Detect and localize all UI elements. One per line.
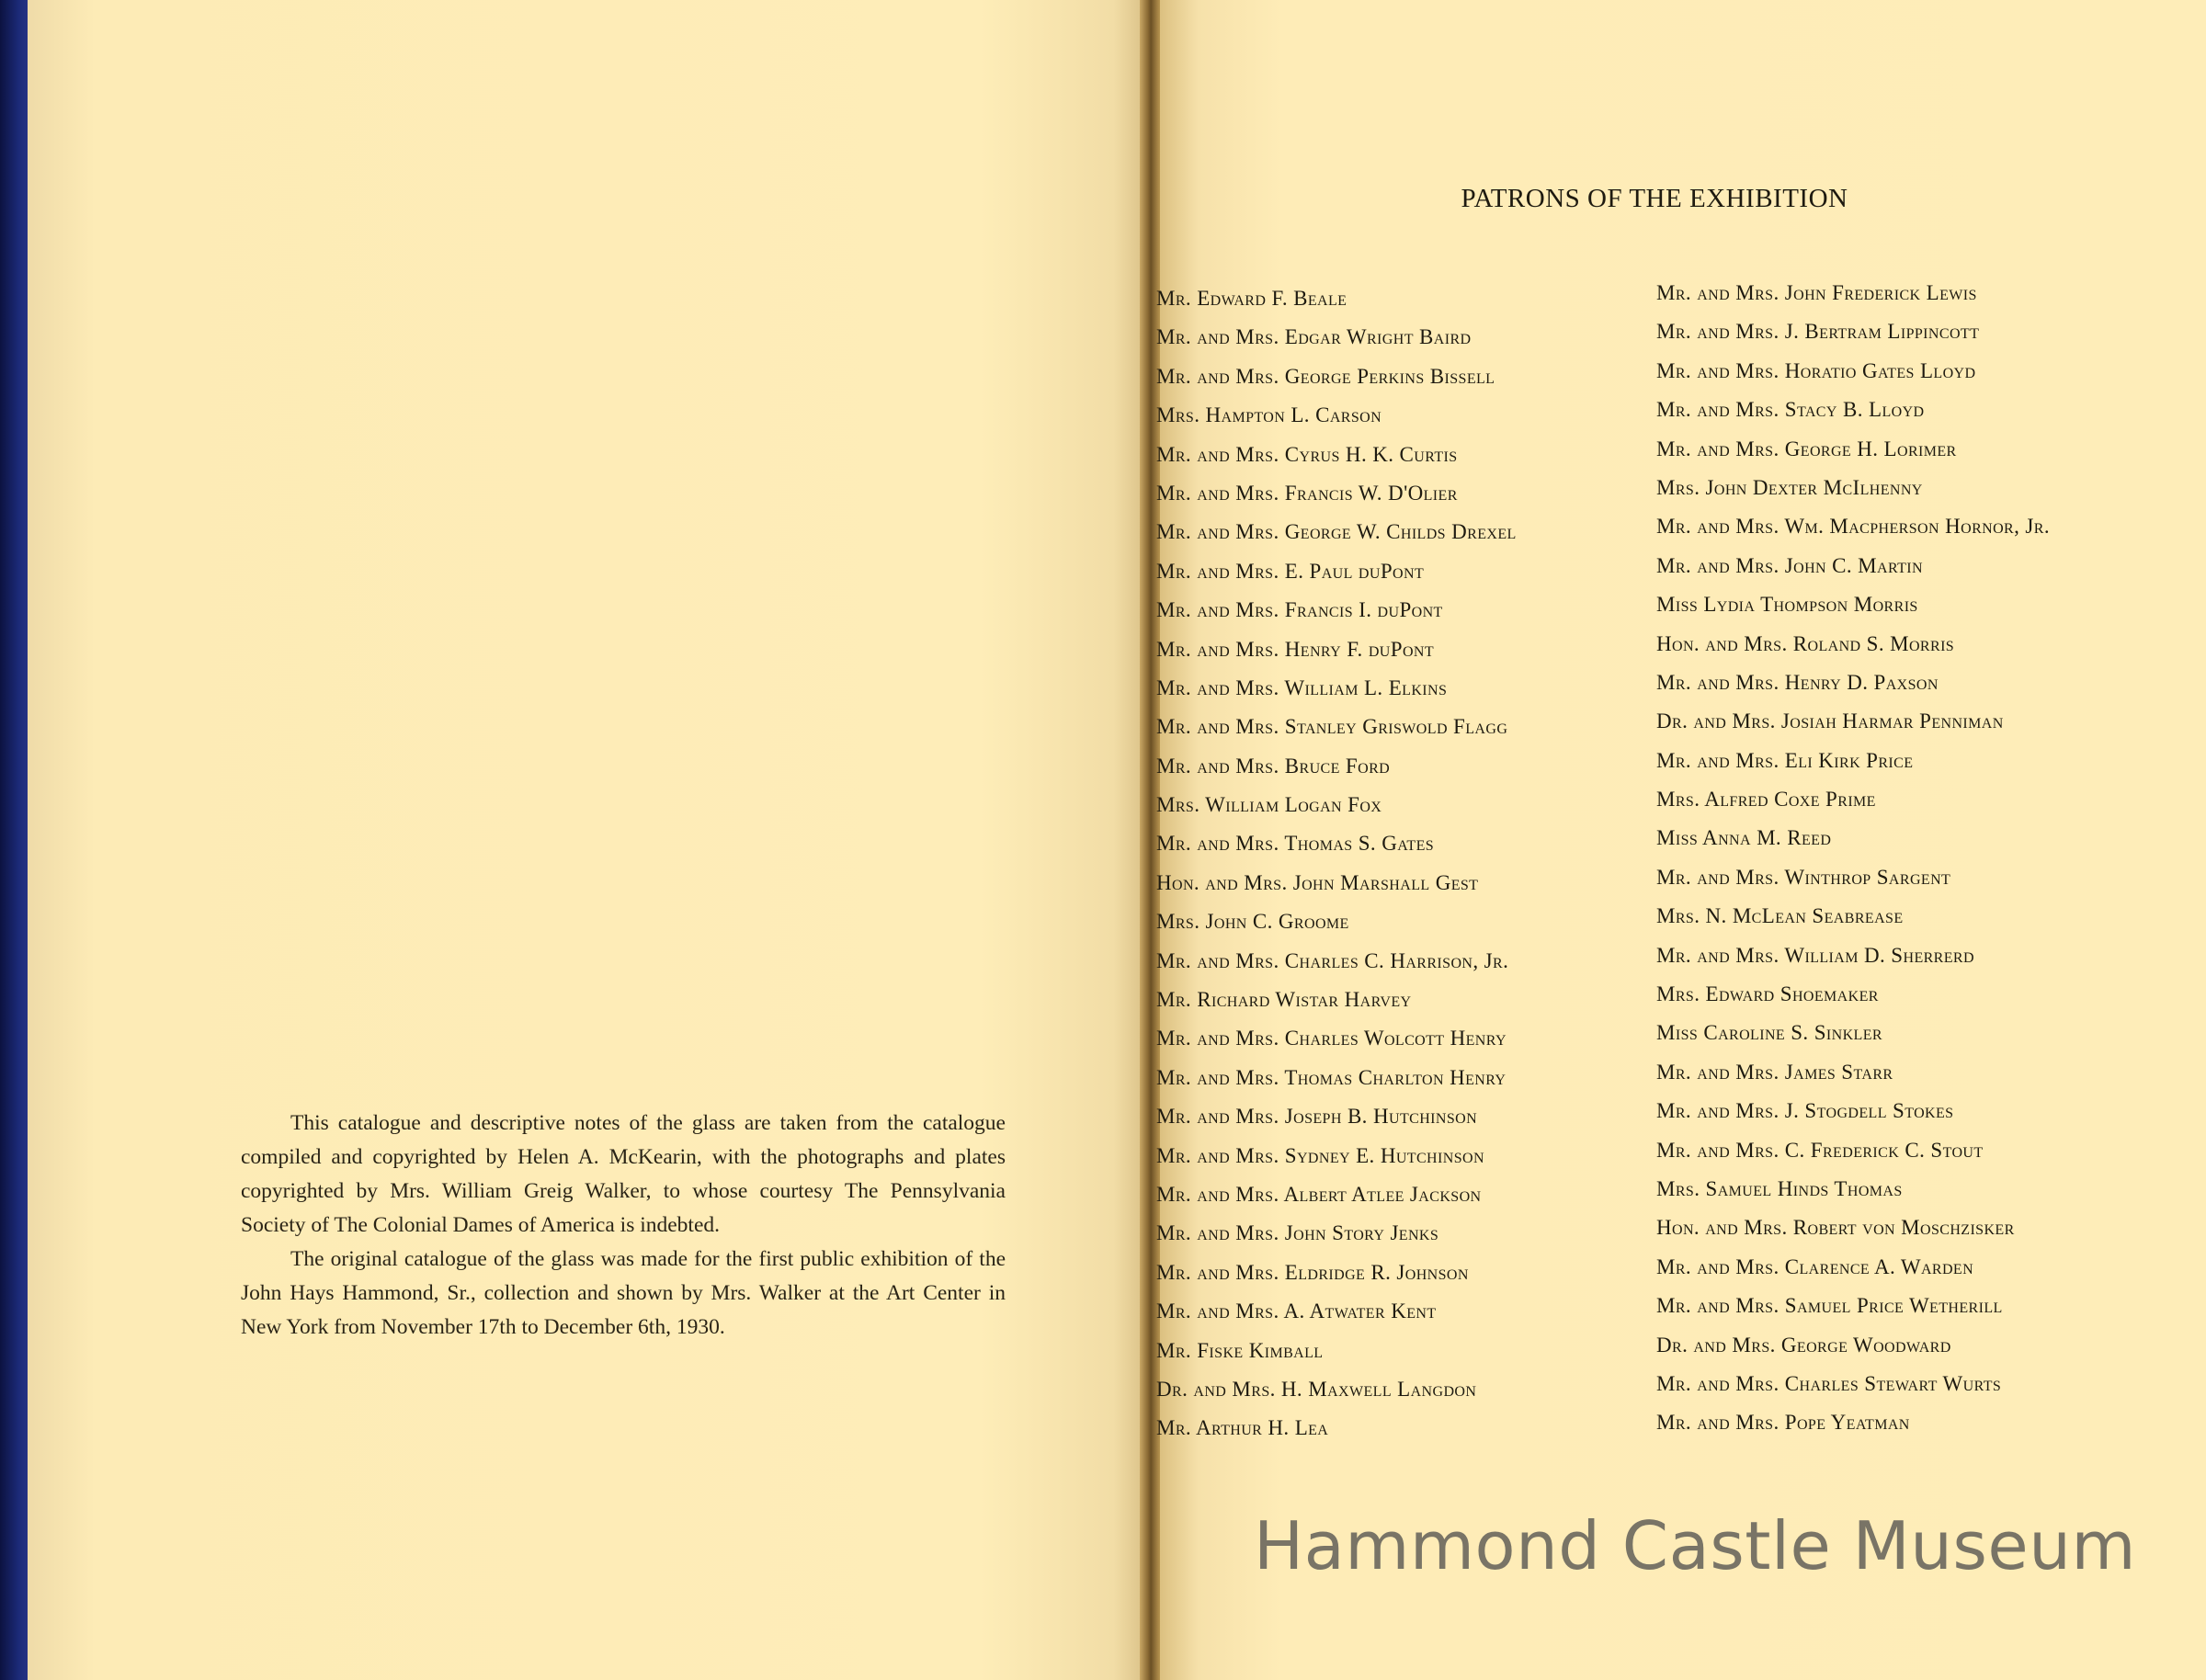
patron-name: Mrs. Alfred Coxe Prime xyxy=(1656,788,1876,812)
patron-name: Mr. and Mrs. George H. Lorimer xyxy=(1656,437,1957,460)
patron-name: Mr. and Mrs. John Story Jenks xyxy=(1156,1221,1439,1245)
catalogue-note xyxy=(241,1107,1006,1345)
patron-name: Mr. and Mrs. C. Frederick C. Stout xyxy=(1656,1138,1984,1162)
patron-name: Hon. and Mrs. John Marshall Gest xyxy=(1156,870,1479,894)
patron-name: Mrs. John Dexter McIlhenny xyxy=(1656,475,1923,499)
patron-name: Hon. and Mrs. Robert von Moschzisker xyxy=(1656,1216,2015,1240)
patron-name: Mr. and Mrs. Edgar Wright Baird xyxy=(1156,325,1472,349)
patron-name: Mr. and Mrs. Thomas S. Gates xyxy=(1156,832,1435,856)
catalogue-note-paragraph-2: The original catalogue of the glass was made for the first public exhibition of the John Hays Hammond, Sr., collection and shown by Mrs. Walker at the Art Center in New York from November 17th to December 6th, 1930. xyxy=(241,1247,1006,1339)
patron-name: Mrs. N. McLean Seabrease xyxy=(1656,904,1904,928)
patron-name: Mr. and Mrs. Francis I. duPont xyxy=(1156,598,1443,622)
page-title: PATRONS OF THE EXHIBITION xyxy=(1461,184,1848,213)
patron-name: Miss Lydia Thompson Morris xyxy=(1656,593,1918,617)
patron-name: Mr. and Mrs. Clarence A. Warden xyxy=(1656,1254,1974,1278)
patron-name: Mrs. Samuel Hinds Thomas xyxy=(1656,1176,1903,1200)
patron-name: Mr. and Mrs. George Perkins Bissell xyxy=(1156,364,1495,388)
patron-name: Mr. and Mrs. James Starr xyxy=(1656,1060,1893,1084)
patron-name: Mr. and Mrs. Cyrus H. K. Curtis xyxy=(1156,442,1458,466)
patron-name: Mrs. Hampton L. Carson xyxy=(1156,403,1382,427)
patron-name: Mr. Edward F. Beale xyxy=(1156,287,1347,310)
patron-name: Mr. Fiske Kimball xyxy=(1156,1338,1324,1362)
patron-name: Miss Anna M. Reed xyxy=(1656,826,1832,850)
left-page xyxy=(28,0,1147,1680)
watermark: Hammond Castle Museum xyxy=(1254,1507,2136,1584)
cover-edge xyxy=(0,0,31,1680)
patron-name: Mr. and Mrs. Charles Wolcott Henry xyxy=(1156,1027,1507,1050)
patron-name: Mr. and Mrs. Eldridge R. Johnson xyxy=(1156,1260,1469,1284)
patron-name: Mr. and Mrs. Thomas Charlton Henry xyxy=(1156,1065,1507,1089)
patron-name: Mr. and Mrs. Albert Atlee Jackson xyxy=(1156,1182,1482,1206)
patron-name: Dr. and Mrs. Josiah Harmar Penniman xyxy=(1656,709,2004,733)
patron-name: Mr. and Mrs. Henry D. Paxson xyxy=(1656,670,1939,694)
patrons-list-left xyxy=(1156,279,1517,1448)
patron-name: Mr. and Mrs. Wm. Macpherson Hornor, Jr. xyxy=(1656,515,2051,539)
patron-name: Mr. and Mrs. Charles C. Harrison, Jr. xyxy=(1156,948,1509,972)
patron-name: Mr. and Mrs. Stanley Griswold Flagg xyxy=(1156,715,1508,739)
patron-name: Mr. and Mrs. Winthrop Sargent xyxy=(1656,865,1951,889)
patrons-list-right xyxy=(1656,274,2050,1443)
patron-name: Mr. and Mrs. Stacy B. Lloyd xyxy=(1656,398,1925,422)
catalogue-note-paragraph-1: This catalogue and descriptive notes of the glass are taken from the catalogue compiled and copyrighted by Helen A. McKearin, with the photographs and plates copyrighted by Mrs. William Greig Walker, to whose courtesy The Pennsylvania Society of The Colonial Dames of America is indebted. xyxy=(241,1111,1006,1237)
patron-name: Mr. and Mrs. William D. Sherrerd xyxy=(1656,943,1974,967)
patron-name: Mr. and Mrs. William L. Elkins xyxy=(1156,675,1448,699)
patron-name: Mrs. William Logan Fox xyxy=(1156,793,1382,817)
patron-name: Mr. and Mrs. Pope Yeatman xyxy=(1656,1411,1910,1435)
patron-name: Hon. and Mrs. Roland S. Morris xyxy=(1656,631,1955,655)
patron-name: Mr. and Mrs. Horatio Gates Lloyd xyxy=(1656,358,1976,382)
patron-name: Mrs. John C. Groome xyxy=(1156,910,1349,934)
patron-name: Mr. and Mrs. E. Paul duPont xyxy=(1156,559,1425,583)
patron-name: Mr. and Mrs. George W. Childs Drexel xyxy=(1156,520,1517,544)
patron-name: Mr. and Mrs. Francis W. D'Olier xyxy=(1156,481,1458,505)
patron-name: Mr. and Mrs. J. Stogdell Stokes xyxy=(1656,1099,1954,1123)
patron-name: Mr. and Mrs. John C. Martin xyxy=(1656,553,1923,577)
patron-name: Mr. and Mrs. Samuel Price Wetherill xyxy=(1656,1294,2003,1318)
patron-name: Mr. and Mrs. Charles Stewart Wurts xyxy=(1656,1371,2002,1395)
patron-name: Miss Caroline S. Sinkler xyxy=(1656,1021,1882,1045)
patron-name: Dr. and Mrs. George Woodward xyxy=(1656,1333,1951,1356)
patron-name: Mr. and Mrs. Henry F. duPont xyxy=(1156,637,1435,661)
patron-name: Mr. and Mrs. Joseph B. Hutchinson xyxy=(1156,1105,1478,1129)
patron-name: Mr. and Mrs. Bruce Ford xyxy=(1156,754,1391,778)
patron-name: Mr. and Mrs. A. Atwater Kent xyxy=(1156,1300,1437,1323)
patron-name: Dr. and Mrs. H. Maxwell Langdon xyxy=(1156,1377,1477,1401)
patron-name: Mr. Arthur H. Lea xyxy=(1156,1416,1329,1440)
patron-name: Mr. Richard Wistar Harvey xyxy=(1156,988,1412,1012)
patron-name: Mrs. Edward Shoemaker xyxy=(1656,982,1879,1006)
patron-name: Mr. and Mrs. John Frederick Lewis xyxy=(1656,281,1977,304)
patron-name: Mr. and Mrs. Sydney E. Hutchinson xyxy=(1156,1143,1484,1167)
patron-name: Mr. and Mrs. J. Bertram Lippincott xyxy=(1656,320,1980,344)
patron-name: Mr. and Mrs. Eli Kirk Price xyxy=(1656,748,1914,772)
